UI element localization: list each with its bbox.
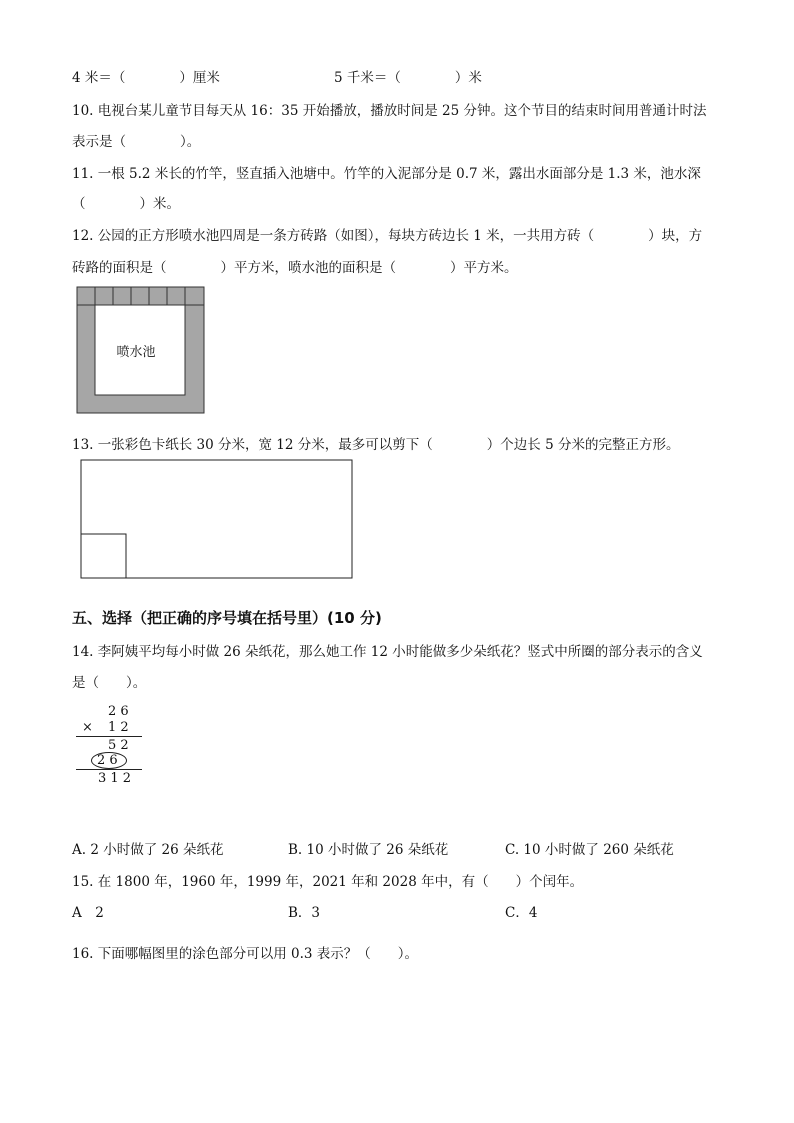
- card-paper: [81, 460, 352, 578]
- calc-line-2: [76, 769, 142, 770]
- calc-line-1: [76, 736, 142, 737]
- partial-product-2: 2 6: [97, 753, 118, 768]
- partial-product-1: 5 2: [108, 738, 129, 753]
- q14-line2: 是（ ）。: [72, 675, 147, 691]
- q12-line2: 砖路的面积是（ ）平方米，喷水池的面积是（ ）平方米。: [72, 260, 518, 276]
- q11-line1: 11. 一根 5.2 米长的竹竿，竖直插入池塘中。竹竿的入泥部分是 0.7 米，露出水面部分是 1.3 米，池水深: [72, 166, 701, 182]
- product-result: 3 1 2: [98, 771, 132, 786]
- q15-line1: 15. 在 1800 年，1960 年，1999 年，2021 年和 2028 年中，有（ ）个闰年。: [72, 874, 584, 890]
- q14-option-b: B. 10 小时做了 26 朵纸花: [288, 842, 449, 858]
- vertical-multiplication: [76, 702, 148, 790]
- q14-option-c: C. 10 小时做了 260 朵纸花: [505, 842, 674, 858]
- q16-line1: 16. 下面哪幅图里的涂色部分可以用 0.3 表示？（ ）。: [72, 946, 419, 962]
- q15-option-b: B．3: [288, 905, 321, 921]
- q15-option-c: C．4: [505, 905, 538, 921]
- section-five-title: 五、选择（把正确的序号填在括号里）(10 分): [72, 609, 382, 627]
- q11-line2: （ ）米。: [72, 196, 180, 212]
- q9-left: 4 米＝（ ）厘米: [72, 70, 220, 86]
- fountain-pool-figure: [76, 286, 206, 414]
- q15-option-a: A 2: [72, 905, 104, 921]
- multiplicand: 2 6: [108, 704, 129, 719]
- q10-line1: 10. 电视台某儿童节目每天从 16：35 开始播放，播放时间是 25 分钟。这个节目的结束时间用普通计时法: [72, 103, 707, 119]
- q9-right: 5 千米＝（ ）米: [334, 70, 482, 86]
- q12-line1: 12. 公园的正方形喷水池四周是一条方砖路（如图），每块方砖边长 1 米，一共用方砖（ ）块，方: [72, 228, 703, 244]
- q14-line1: 14. 李阿姨平均每小时做 26 朵纸花，那么她工作 12 小时能做多少朵纸花？竖式中所圈的部分表示的含义: [72, 644, 703, 660]
- card-paper-figure: [80, 459, 354, 580]
- multiplier: 1 2: [108, 720, 129, 735]
- q10-line2: 表示是（ ）。: [72, 134, 201, 150]
- q14-option-a: A. 2 小时做了 26 朵纸花: [72, 842, 224, 858]
- pool-label: 喷水池: [116, 345, 156, 360]
- q13-line1: 13. 一张彩色卡纸长 30 分米，宽 12 分米，最多可以剪下（ ）个边长 5 分米的完整正方形。: [72, 437, 680, 453]
- multiply-sign: ×: [82, 720, 93, 735]
